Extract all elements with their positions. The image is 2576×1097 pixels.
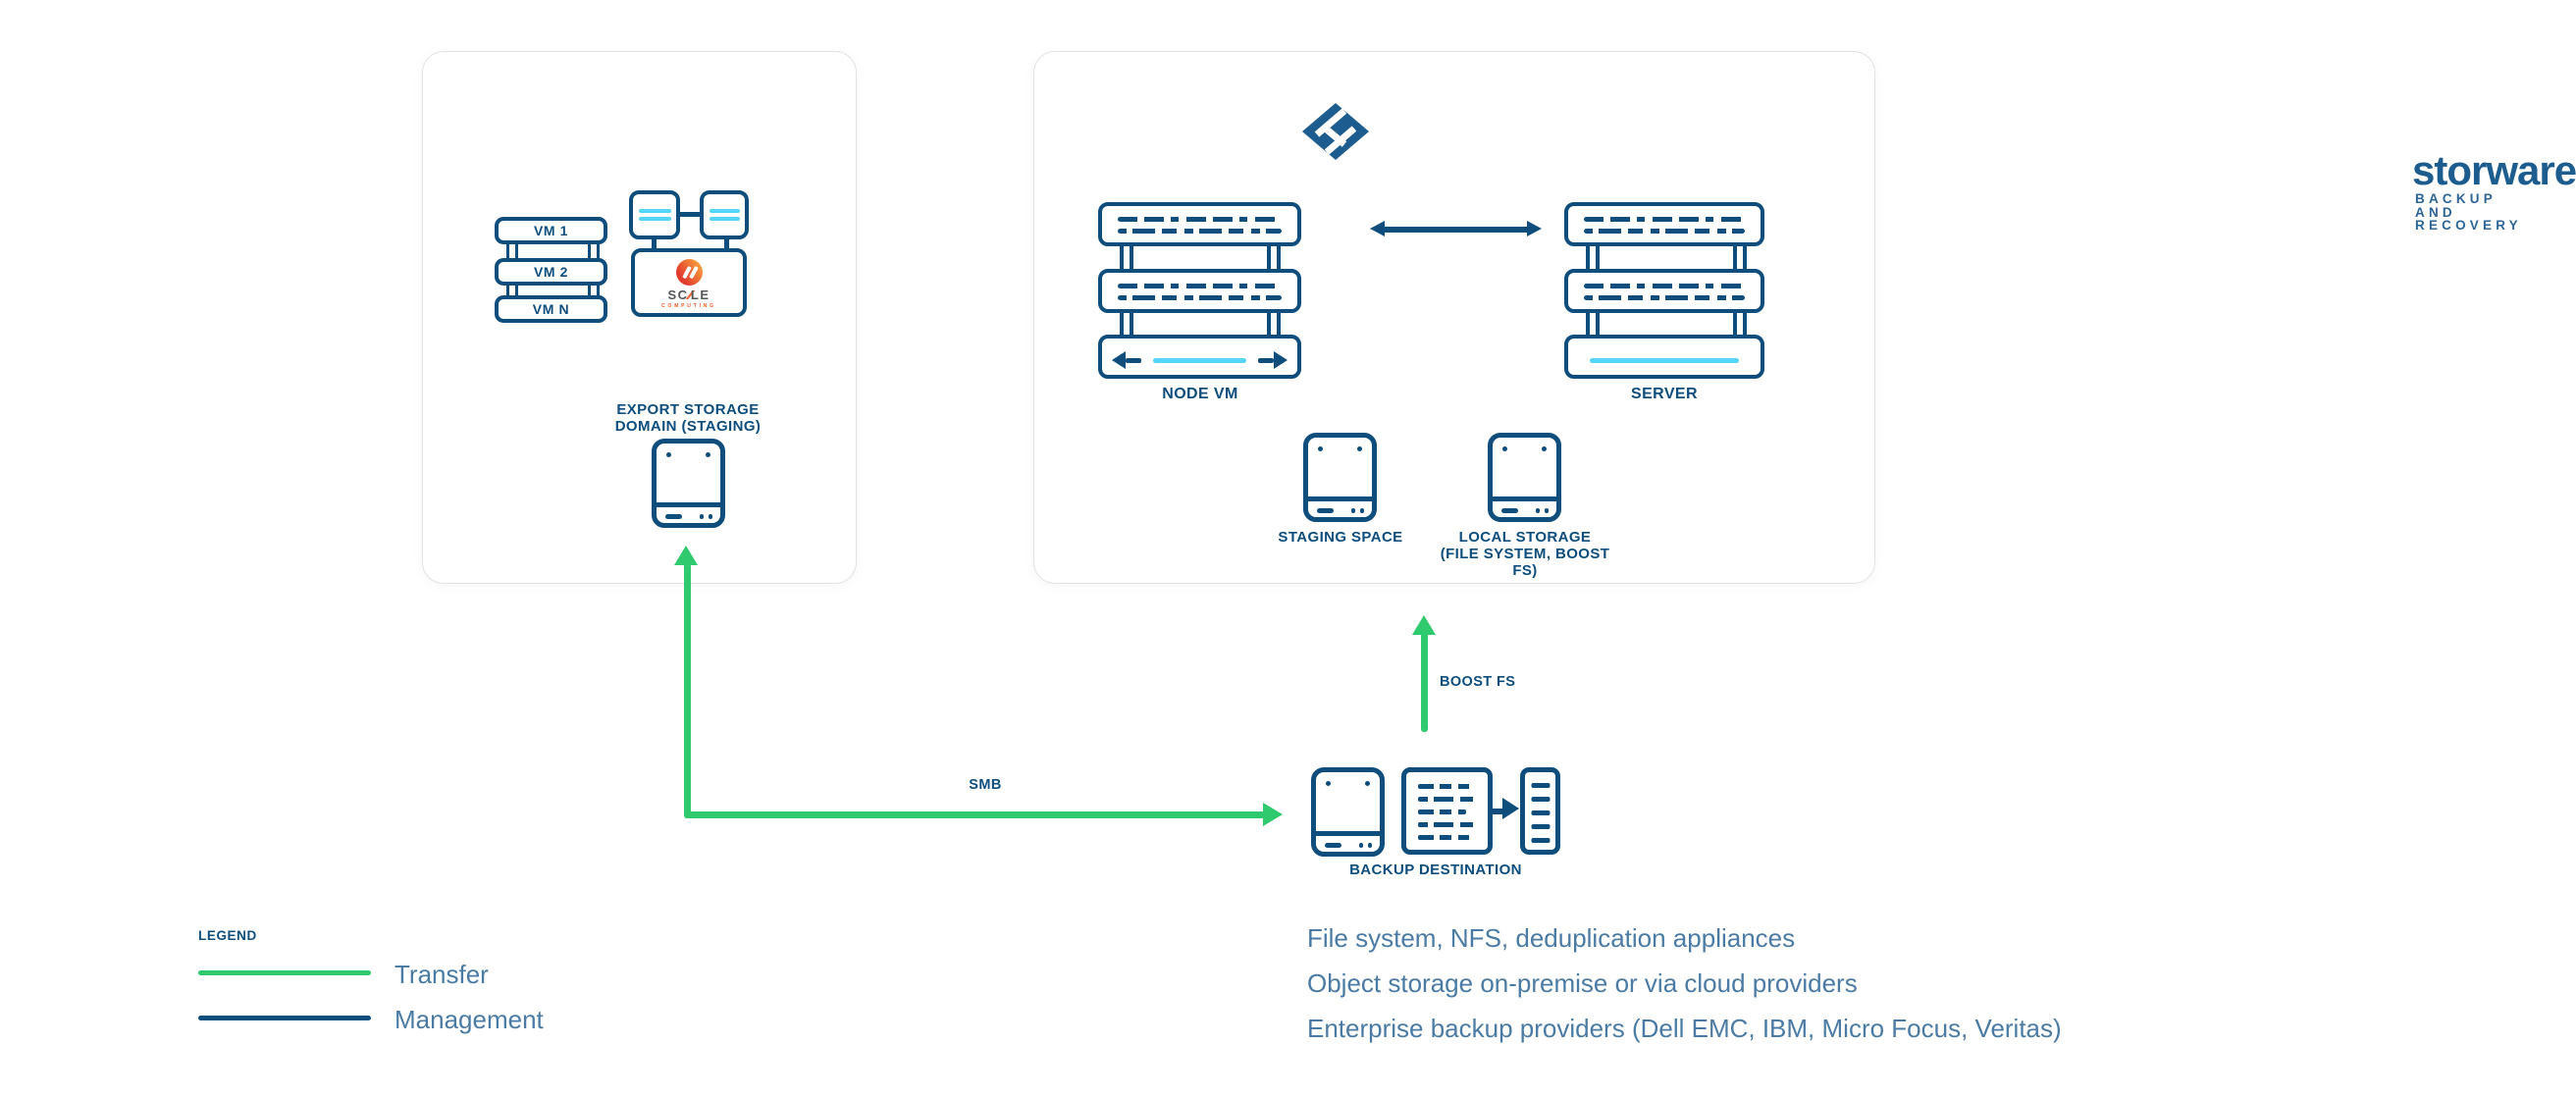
appliance-dash xyxy=(1531,810,1550,815)
screw-dot xyxy=(1318,446,1323,451)
storware-brand-text: storware xyxy=(2412,147,2576,193)
storware-logo-icon xyxy=(1302,103,1369,160)
vm-label: VM N xyxy=(532,301,570,317)
rack-dashes xyxy=(1584,217,1745,222)
boost-fs-label: BOOST FS xyxy=(1440,674,1516,690)
arrow-line xyxy=(1382,227,1530,233)
screw-dot xyxy=(1502,446,1507,451)
right-arrow-icon xyxy=(1274,351,1288,369)
cyan-line xyxy=(639,209,671,213)
node-vm-rack-unit xyxy=(1098,269,1301,313)
export-storage-domain-label xyxy=(590,401,786,435)
tray-dot xyxy=(1536,508,1541,513)
rack-dashes xyxy=(1584,295,1745,300)
export-storage-icon xyxy=(652,439,725,528)
note-line: File system, NFS, deduplication appliances xyxy=(1307,923,1796,953)
tray-dot xyxy=(709,514,713,519)
tray-dash xyxy=(1317,508,1334,513)
data-dashes xyxy=(1418,835,1470,840)
rack-dashes xyxy=(1118,217,1282,222)
appliance-icon xyxy=(1520,767,1560,855)
local-storage-label xyxy=(1427,529,1623,579)
data-dashes xyxy=(1418,822,1476,827)
tray-dash xyxy=(1325,843,1341,848)
arrowhead-right xyxy=(1527,221,1542,236)
tray-dash xyxy=(665,514,682,519)
local-storage-icon xyxy=(1488,433,1561,522)
screw-dot xyxy=(1365,781,1370,786)
screw-dot xyxy=(1326,781,1331,786)
local-storage-label-line1: LOCAL STORAGE xyxy=(1458,529,1592,546)
scale-wordmark-right: LE xyxy=(690,287,710,302)
drive-tray xyxy=(1316,831,1380,852)
data-dashes xyxy=(1418,797,1476,802)
tray-dot xyxy=(700,514,705,519)
storware-tagline-text: BACKUP AND RECOVERY xyxy=(2415,191,2522,233)
smb-label: SMB xyxy=(969,777,1002,793)
export-storage-domain-label-line1: EXPORT STORAGE xyxy=(616,401,760,418)
cluster-node-icon xyxy=(629,190,680,239)
legend-management-label: Management xyxy=(394,1005,544,1034)
cyan-line xyxy=(639,217,671,221)
transfer-line-vertical xyxy=(684,563,691,817)
staging-space-icon xyxy=(1303,433,1377,522)
server-rack-unit xyxy=(1564,202,1764,246)
appliance-dash xyxy=(1531,838,1550,843)
transfer-line-horizontal xyxy=(684,811,1265,818)
slash-glyph: ∕∕ xyxy=(688,287,691,302)
screw-dot xyxy=(1542,446,1547,451)
local-storage-label-line2: (FILE SYSTEM, BOOST FS) xyxy=(1440,546,1610,579)
legend-management-line xyxy=(198,1016,371,1020)
rack-dashes xyxy=(1118,295,1282,300)
legend-transfer-label: Transfer xyxy=(394,960,489,989)
vm-box xyxy=(495,295,607,323)
scale-computing-logo-box xyxy=(631,248,747,317)
backup-destination-notes xyxy=(1307,915,2062,1051)
tray-dot xyxy=(1368,843,1373,848)
note-line: Object storage on-premise or via cloud providers xyxy=(1307,968,1858,998)
boost-fs-arrowhead xyxy=(1412,615,1436,635)
tray-dot xyxy=(1351,508,1356,513)
vm-label: VM 1 xyxy=(533,223,569,238)
screw-dot xyxy=(706,452,710,457)
node-vm-io-unit xyxy=(1098,335,1301,379)
export-storage-domain-label-line2: DOMAIN (STAGING) xyxy=(614,418,762,435)
vm-label: VM 2 xyxy=(533,264,569,280)
drive-tray xyxy=(1308,496,1372,517)
backup-destination-storage-icon xyxy=(1311,767,1385,857)
storware-panel xyxy=(1033,51,2576,584)
scale-wordmark-left: SC xyxy=(667,287,689,302)
staging-space-label: STAGING SPACE xyxy=(1278,529,1403,546)
vm-box xyxy=(495,217,607,244)
cyan-line xyxy=(710,209,740,213)
backup-destination-label: BACKUP DESTINATION xyxy=(1349,862,1522,878)
cyan-line xyxy=(1153,358,1246,363)
left-arrow-icon xyxy=(1112,351,1126,369)
scale-computing-wordmark xyxy=(635,288,743,301)
legend-transfer-line xyxy=(198,970,371,975)
screw-dot xyxy=(1357,446,1362,451)
node-vm-label: NODE VM xyxy=(1162,386,1238,402)
rack-dashes xyxy=(1118,229,1282,234)
appliance-dash xyxy=(1531,797,1550,802)
dedup-arrowhead xyxy=(1502,798,1519,819)
data-dashes xyxy=(1418,810,1466,814)
cyan-line xyxy=(1590,358,1739,363)
server-rack-unit xyxy=(1564,269,1764,313)
cyan-line xyxy=(710,217,740,221)
screw-dot xyxy=(666,452,671,457)
scale-computing-subtitle: COMPUTING xyxy=(661,303,716,309)
server-io-unit xyxy=(1564,335,1764,379)
scale-computing-icon xyxy=(676,259,703,286)
management-double-arrow xyxy=(1370,221,1542,237)
node-vm-rack-unit xyxy=(1098,202,1301,246)
appliance-dash xyxy=(1531,783,1550,788)
note-line: Enterprise backup providers (Dell EMC, IBM, Micro Focus, Veritas) xyxy=(1307,1014,2062,1043)
vm-box xyxy=(495,258,607,286)
arrow-stem xyxy=(1258,358,1274,363)
boost-fs-line xyxy=(1421,633,1428,732)
rack-dashes xyxy=(1584,229,1745,234)
tray-dot xyxy=(1359,843,1364,848)
tray-dot xyxy=(1545,508,1550,513)
drive-tray xyxy=(657,502,720,523)
cluster-node-icon xyxy=(700,190,749,239)
data-dashes xyxy=(1418,784,1476,789)
legend-title: LEGEND xyxy=(198,928,257,943)
rack-dashes xyxy=(1118,284,1282,288)
tray-dot xyxy=(1360,508,1365,513)
transfer-arrowhead-right xyxy=(1263,803,1283,826)
arrow-stem xyxy=(1126,358,1141,363)
server-label: SERVER xyxy=(1631,386,1698,402)
transfer-arrowhead-up xyxy=(674,546,698,565)
scale-cluster-panel xyxy=(422,51,857,584)
drive-tray xyxy=(1493,496,1556,517)
rack-dashes xyxy=(1584,284,1745,288)
appliance-dash xyxy=(1531,824,1550,829)
deduplication-data-icon xyxy=(1401,767,1493,855)
tray-dash xyxy=(1501,508,1518,513)
